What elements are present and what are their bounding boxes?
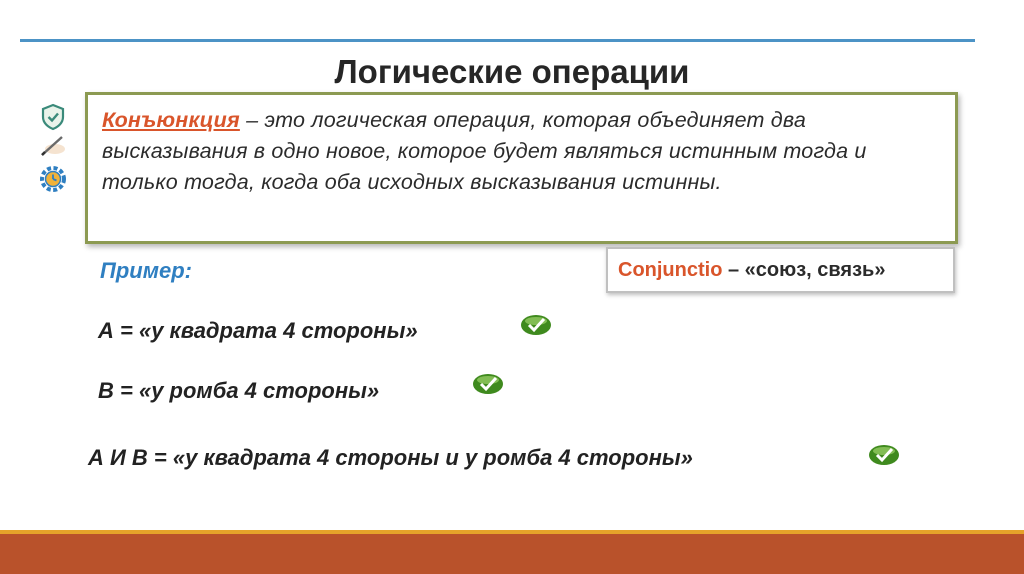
latin-origin-box [606,247,955,293]
statement-a-and-b: А И В = «у квадрата 4 стороны и у ромба 4 стороны» [88,445,693,470]
shield-icon [38,102,68,132]
statement-b: В = «у ромба 4 стороны» [98,378,380,403]
latin-meaning: – «союз, связь» [722,259,886,281]
check-icon [867,443,901,467]
example-label: Пример: [100,258,192,283]
definition-box [85,92,958,244]
footer-band [0,534,1024,574]
check-icon [471,372,505,396]
pen-icon [38,131,68,161]
check-icon [519,313,553,337]
definition-body: – это логическая операция, которая объединяет два высказывания в одно новое, которое будет являться истинным тогда и только тогда, когда оба исходных высказывания истинны. [102,108,867,194]
top-divider [20,39,975,42]
gear-clock-icon [38,164,68,194]
statement-a: А = «у квадрата 4 стороны» [98,318,418,343]
definition-term: Конъюнкция [102,108,240,132]
latin-word: Conjunctio [618,259,723,281]
definition-text [102,105,932,198]
slide-title: Логические операции [334,53,690,90]
